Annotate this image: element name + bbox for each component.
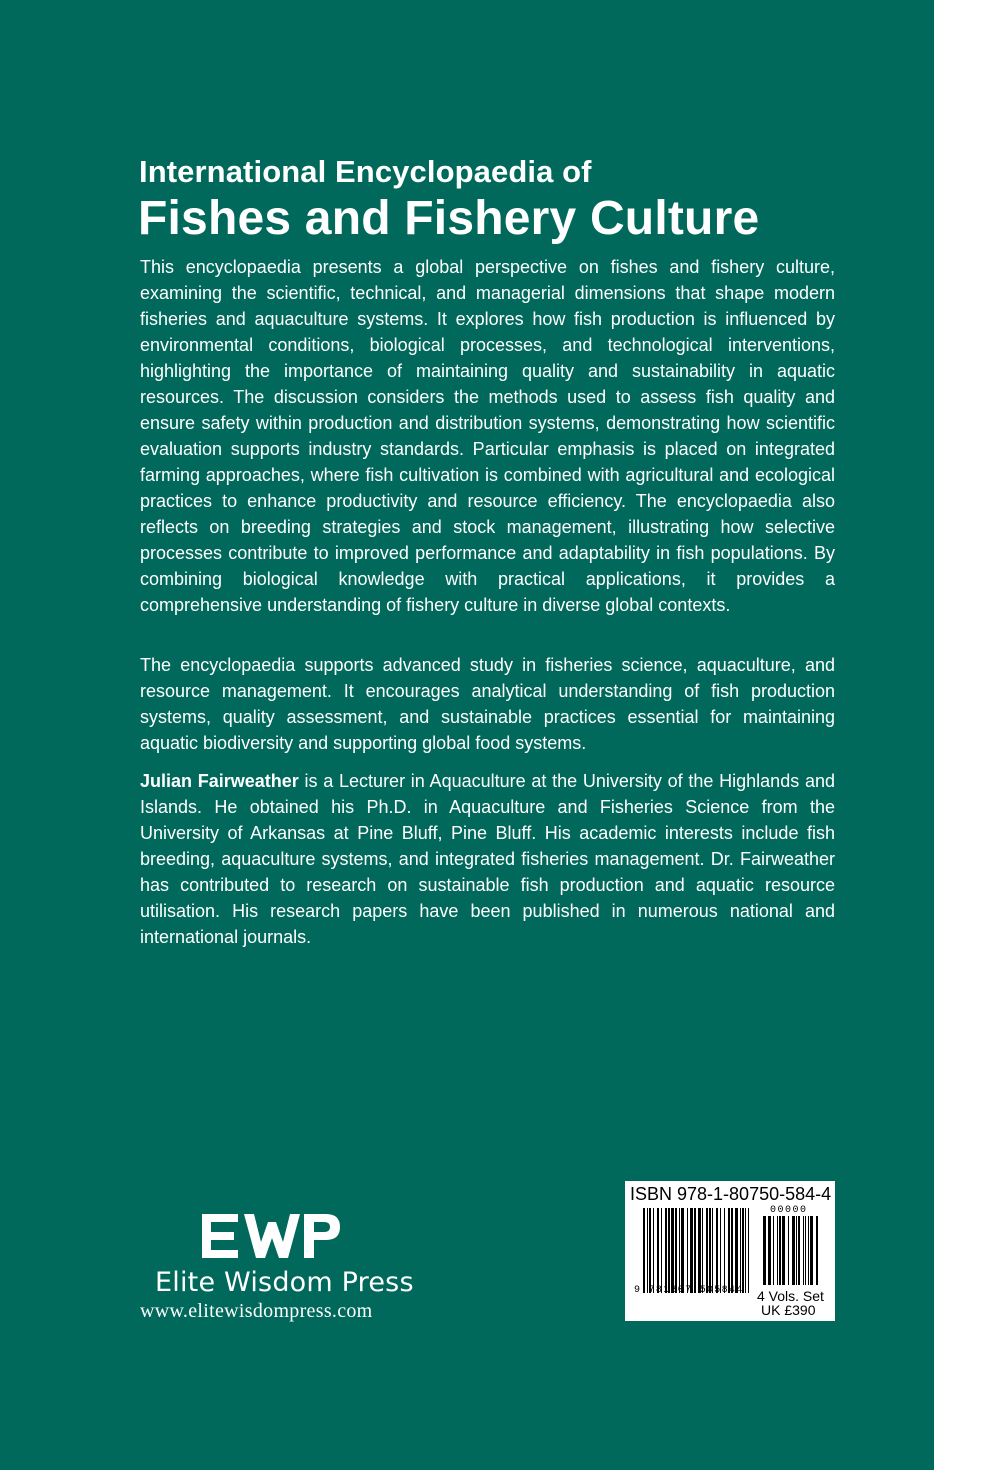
barcode-bar <box>777 1216 778 1285</box>
barcode-bar <box>720 1208 721 1293</box>
barcode-bar <box>816 1216 818 1285</box>
barcode-bar <box>653 1208 654 1293</box>
barcode-bar <box>679 1208 680 1293</box>
isbn-label: ISBN 978-1-80750-584-4 <box>630 1184 832 1204</box>
barcode-bar <box>716 1208 718 1293</box>
author-bio-paragraph <box>140 768 835 950</box>
barcode-bar <box>709 1208 711 1293</box>
barcode-bar <box>796 1216 797 1285</box>
barcode-bar <box>661 1208 662 1293</box>
barcode-bar <box>768 1216 771 1285</box>
barcode-bar <box>810 1216 813 1285</box>
barcode-bar <box>702 1208 703 1293</box>
barcode-bar <box>805 1216 806 1285</box>
barcode-bar <box>712 1208 713 1293</box>
author-name: Julian Fairweather <box>140 771 299 791</box>
publisher-url[interactable]: www.elitewisdompress.com <box>140 1300 373 1322</box>
publisher-name: Elite Wisdom Press <box>155 1267 414 1298</box>
barcode-bar <box>745 1208 746 1293</box>
barcode-bar <box>779 1216 781 1285</box>
barcode-bar <box>706 1208 708 1293</box>
author-bio-text: is a Lecturer in Aquaculture at the University of the Highlands and Islands. He obtained his Ph.D. in Aquaculture and Fisheries Science from the University of Arkansas at Pine Bluff, Pine Bluff. His academic interests include fish breeding, aquaculture systems, and integrated fisheries management. Dr. Fairweather has contributed to research on sustainable fish production and aquatic resource utilisation. His research papers have been published in numerous national and international journals. <box>140 771 835 947</box>
barcode-bar <box>788 1216 789 1285</box>
barcode-bar <box>657 1208 659 1293</box>
barcode-bar <box>643 1208 645 1293</box>
barcode-bar <box>740 1208 741 1293</box>
barcode-bar <box>728 1208 730 1293</box>
isbn-barcode <box>625 1181 835 1321</box>
barcode-bar <box>735 1208 738 1293</box>
barcode-bar <box>748 1208 749 1293</box>
barcode-bar <box>698 1208 701 1293</box>
barcode-bar <box>671 1208 674 1293</box>
barcode-bar <box>763 1216 766 1285</box>
barcode-bar <box>792 1216 795 1285</box>
barcode-bar <box>742 1208 744 1293</box>
barcode-bar <box>675 1208 677 1293</box>
barcode-bar <box>803 1216 804 1285</box>
description-paragraph-2: The encyclopaedia supports advanced study in fisheries science, aquaculture, and resource management. It encourages analytical understanding of fish production systems, quality assessment, and sustainable practices essential for maintaining aquatic biodiversity and supporting global food systems. <box>140 655 835 753</box>
barcode-bar <box>773 1216 774 1285</box>
barcode-bar <box>798 1216 800 1285</box>
title-line-2: Fishes and Fishery Culture <box>138 192 760 245</box>
description-paragraph-1: This encyclopaedia presents a global perspective on fishes and fishery culture, examining the scientific, technical, and managerial dimensions that shape modern fisheries and aquaculture systems. It explores how fish production is influenced by environmental conditions, biological processes, and technological interventions, highlighting the importance of maintaining quality and sustainability in aquatic resources. The discussion considers the methods used to assess fish quality and ensure safety within production and distribution systems, demonstrating how scientific evaluation supports industry standards. Particular emphasis is placed on integrated farming approaches, where fish cultivation is combined with agricultural and ecological practices to enhance productivity and resource efficiency. The encyclopaedia also reflects on breeding strategies and stock management, illustrating how selective processes contribute to improved performance and adaptability in fish populations. By combining biological knowledge with practical applications, it provides a comprehensive understanding of fishery culture in diverse global contexts. <box>140 257 835 615</box>
barcode-bar <box>694 1208 696 1293</box>
set-label: 4 Vols. Set <box>757 1288 824 1304</box>
barcode-bar <box>665 1208 667 1293</box>
barcode-bar <box>681 1208 684 1293</box>
barcode-addon-digits: 00000 <box>770 1205 808 1216</box>
barcode-bar <box>808 1216 809 1285</box>
barcode-digits: 9 781807 505844 <box>634 1285 744 1296</box>
barcode-bar <box>649 1208 651 1293</box>
barcode-bar <box>687 1208 688 1293</box>
publisher-logo-mark <box>200 1212 342 1260</box>
title-line-1: International Encyclopaedia of <box>139 154 592 189</box>
barcode-bar <box>668 1208 670 1293</box>
price-label: UK £390 <box>761 1302 816 1318</box>
barcode-bar <box>724 1208 725 1293</box>
barcode-bar <box>782 1216 785 1285</box>
barcode-bar <box>647 1208 648 1293</box>
barcode-bar <box>690 1208 693 1293</box>
barcode-bar <box>731 1208 733 1293</box>
